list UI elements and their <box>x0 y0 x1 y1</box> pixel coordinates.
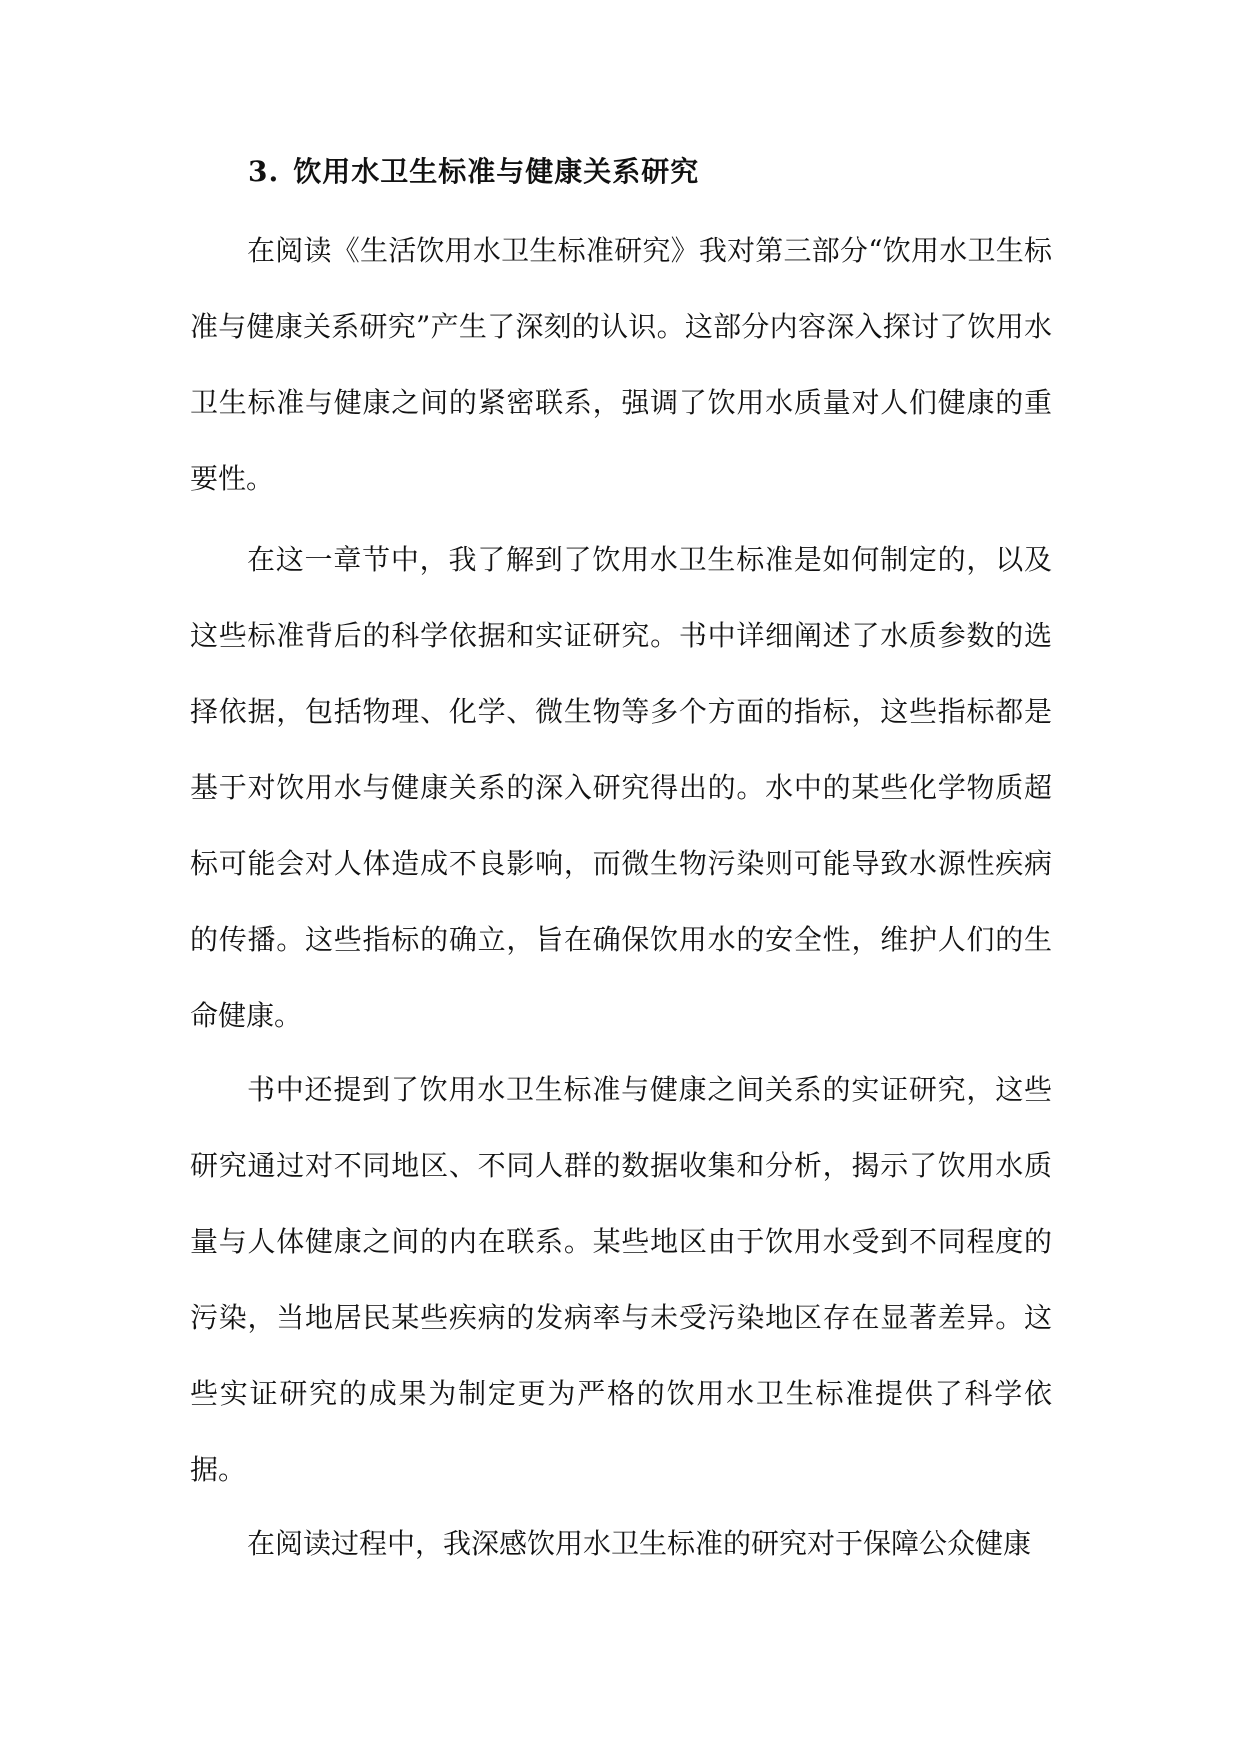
section-number: 3. <box>248 155 280 188</box>
section-heading <box>248 150 699 190</box>
paragraph: 书中还提到了饮用水卫生标准与健康之间关系的实证研究，这些研究通过对不同地区、不同人群的数据收集和分析，揭示了饮用水质量与人体健康之间的内在联系。某些地区由于饮用水受到不同程度的污染，当地居民某些疾病的发病率与未受污染地区存在显著差异。这些实证研究的成果为制定更为严格的饮用水卫生标准提供了科学依据。 <box>190 1073 1052 1486</box>
paragraph: 在这一章节中，我了解到了饮用水卫生标准是如何制定的，以及这些标准背后的科学依据和实证研究。书中详细阐述了水质参数的选择依据，包括物理、化学、微生物等多个方面的指标，这些指标都是基于对饮用水与健康关系的深入研究得出的。水中的某些化学物质超标可能会对人体造成不良影响，而微生物污染则可能导致水源性疾病的传播。这些指标的确立，旨在确保饮用水的安全性，维护人们的生命健康。 <box>190 543 1052 1032</box>
paragraph: 在阅读过程中，我深感饮用水卫生标准的研究对于保障公众健康 <box>247 1527 1032 1560</box>
section-title: 饮用水卫生标准与健康关系研究 <box>293 155 700 188</box>
paragraph: 在阅读《生活饮用水卫生标准研究》我对第三部分“饮用水卫生标准与健康关系研究”产生了深刻的认识。这部分内容深入探讨了饮用水卫生标准与健康之间的紧密联系，强调了饮用水质量对人们健康的重要性。 <box>190 234 1052 495</box>
